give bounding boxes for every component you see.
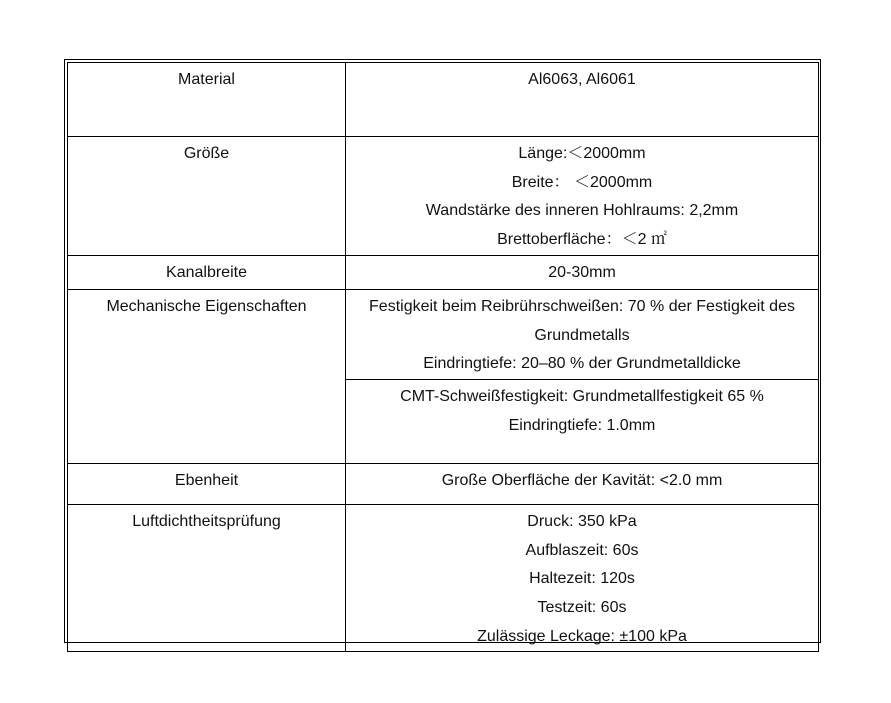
value-cell <box>346 379 819 463</box>
value-cell <box>346 504 819 652</box>
value-line: Testzeit: 60s <box>537 599 627 617</box>
value-line: Al6063, Al6061 <box>528 71 636 88</box>
label-cell <box>68 63 346 137</box>
value-line: Wandstärke des inneren Hohlraums: 2,2mm <box>425 202 739 220</box>
row-label: Ebenheit <box>174 471 239 489</box>
row-label: Kanalbreite <box>166 263 247 281</box>
value-line: Druck: 350 kPa <box>527 512 637 530</box>
value-line: Eindringtiefe: 20–80 % der Grundmetalldicke <box>423 355 741 373</box>
table-row-kanalbreite <box>68 255 819 289</box>
value-line: Haltezeit: 120s <box>529 570 635 588</box>
value-cell <box>346 289 819 379</box>
label-cell <box>68 463 346 504</box>
value-line: CMT-Schweißfestigkeit: Grundmetallfestigkeit 65 % <box>400 387 764 405</box>
value-line: Aufblaszeit: 60s <box>525 541 639 559</box>
label-cell <box>68 504 346 652</box>
table-row-mechanische-eigenschaften <box>68 289 819 379</box>
value-line: Zulässige Leckage: ±100 kPa <box>477 627 687 645</box>
value-cell <box>346 255 819 289</box>
row-label: Material <box>178 71 235 88</box>
label-cell <box>68 255 346 289</box>
value-cell <box>346 463 819 504</box>
value-line: Länge:＜2000mm <box>518 145 646 162</box>
row-label: Größe <box>183 145 230 162</box>
table-row-luftdichtheitspruefung <box>68 504 819 652</box>
label-cell <box>68 137 346 256</box>
spec-table-frame <box>64 59 821 643</box>
spec-table <box>67 62 819 652</box>
value-line: Große Oberfläche der Kavität: <2.0 mm <box>441 471 723 489</box>
value-line: Eindringtiefe: 1.0mm <box>508 416 656 434</box>
table-row-groesse <box>68 137 819 256</box>
value-cell <box>346 137 819 256</box>
table-row-ebenheit <box>68 463 819 504</box>
value-line: 20-30mm <box>548 263 616 281</box>
row-label: Mechanische Eigenschaften <box>106 297 307 315</box>
value-line: Brettoberfläche：＜2 ㎡ <box>497 231 667 249</box>
value-cell <box>346 63 819 137</box>
value-line: Festigkeit beim Reibrührschweißen: 70 % der Festigkeit des Grundmetalls <box>369 297 795 344</box>
value-line: Breite： ＜2000mm <box>511 173 653 191</box>
label-cell <box>68 289 346 463</box>
table-row-material <box>68 63 819 137</box>
row-label: Luftdichtheitsprüfung <box>132 512 281 530</box>
